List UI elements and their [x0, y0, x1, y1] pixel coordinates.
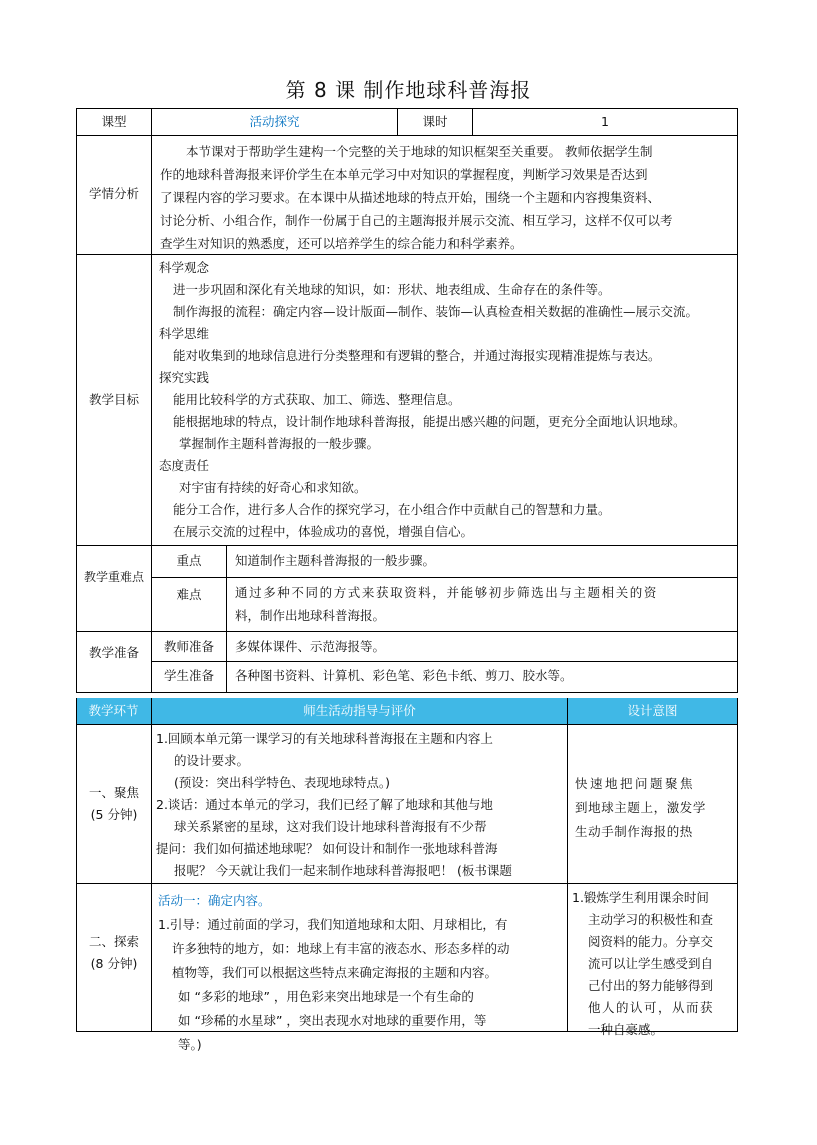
- stage1-line: 的设计要求。: [174, 753, 250, 768]
- analysis-line: 查学生对知识的熟悉度，还可以培养学生的综合能力和科学素养。: [160, 236, 523, 251]
- student-prep-label: 学生准备: [163, 668, 214, 683]
- stage2-activities: [158, 889, 564, 1052]
- objective-heading: 科学观念: [159, 260, 210, 275]
- stage1-duration: (5 分钟): [90, 807, 138, 822]
- hours-label: 课时: [422, 114, 448, 129]
- stage2-line: 植物等，我们可以根据这些特点来确定海报的主题和内容。: [172, 965, 498, 980]
- key-point-text: 知道制作主题科普海报的一般步骤。: [235, 553, 436, 568]
- analysis-label: 学情分析: [88, 186, 139, 201]
- stage1-line: 提问：我们如何描述地球呢？ 如何设计和制作一张地球科普海: [156, 841, 498, 856]
- stage2-line: 许多独特的地方，如：地球上有丰富的液态水、形态多样的动: [172, 941, 510, 956]
- analysis-line: 本节课对于帮助学生建构一个完整的关于地球的知识框架至关重要。 教师依据学生制: [186, 144, 653, 159]
- row-divider: [76, 545, 738, 546]
- process-border-left: [76, 698, 77, 1032]
- row-divider: [151, 661, 738, 662]
- difficult-line: 料，制作出地球科普海报。: [235, 608, 386, 623]
- difficult-point-label: 难点: [176, 587, 202, 602]
- analysis-text: [160, 140, 732, 255]
- hours-value: 1: [601, 114, 609, 129]
- difficult-point-text: [235, 581, 733, 627]
- row-divider: [151, 577, 738, 578]
- stage2-intent-line: 1.锻炼学生利用课余时间: [572, 890, 709, 905]
- process-header-intent: 设计意图: [568, 698, 737, 724]
- stage2-intent-line: 一种自豪感。: [588, 1022, 664, 1037]
- preparation-label: 教学准备: [88, 645, 139, 660]
- stage2-intent-line: 阅资料的能力。分享交: [588, 934, 714, 949]
- stage1-title: 一、聚焦: [88, 785, 139, 800]
- stage1-intent-line: 生动手制作海报的热: [575, 824, 693, 839]
- objective-item: 能用比较科学的方式获取、加工、筛选、整理信息。: [173, 392, 461, 407]
- stage1-line: 报呢？ 今天就让我们一起来制作地球科普海报吧！ (板书课题: [174, 863, 512, 878]
- objective-heading: 科学思维: [159, 326, 210, 341]
- stage1-activities: [156, 728, 564, 882]
- table-border-right: [737, 108, 738, 693]
- stage2-line: 1.引导：通过前面的学习，我们知道地球和太阳、月球相比，有: [158, 917, 508, 932]
- stage1-line: 球关系紧密的星球，这对我们设计地球科普海报有不少帮: [174, 819, 487, 834]
- key-point-label: 重点: [176, 553, 202, 568]
- student-prep-text: 各种图书资料、计算机、彩色笔、彩色卡纸、剪刀、胶水等。: [235, 668, 573, 683]
- process-col-divider: [567, 698, 568, 1032]
- stage2-intent-line: 流可以让学生感受到自: [588, 956, 714, 971]
- stage2-line: 等。): [178, 1037, 202, 1052]
- type-value: 活动探究: [249, 114, 300, 129]
- table-border-top: [76, 108, 738, 109]
- process-col-divider: [151, 698, 152, 1032]
- stage2-line: 如 “珍稀的水星球” ，突出表现水对地球的重要作用，等: [178, 1013, 487, 1028]
- stage1-label: [77, 782, 151, 826]
- row-divider: [76, 631, 738, 632]
- stage2-title: 二、探索: [88, 934, 139, 949]
- stage1-intent-line: 快速地把问题聚焦: [575, 776, 696, 791]
- page-title: 第 8 课 制作地球科普海报: [285, 78, 532, 102]
- table-border-bottom: [76, 692, 738, 693]
- teacher-prep-label: 教师准备: [163, 639, 214, 654]
- type-label: 课型: [101, 114, 127, 129]
- process-header-stage: 教学环节: [76, 698, 151, 724]
- objective-heading: 态度责任: [159, 458, 210, 473]
- stage1-line: (预设：突出科学特色、表现地球特点。): [174, 775, 391, 790]
- analysis-line: 了课程内容的学习要求。在本课中从描述地球的特点开始，围绕一个主题和内容搜集资料、: [160, 190, 661, 205]
- stage2-duration: (8 分钟): [90, 956, 138, 971]
- objective-item: 掌握制作主题科普海报的一般步骤。: [179, 436, 380, 451]
- objective-item: 制作海报的流程：确定内容—设计版面—制作、装饰—认真检查相关数据的准确性—展示交流。: [173, 304, 699, 319]
- process-border-right: [737, 698, 738, 1032]
- objectives-text: [159, 257, 733, 543]
- stage1-line: 1.回顾本单元第一课学习的有关地球科普海报在主题和内容上: [156, 731, 493, 746]
- stage2-line: 如 “多彩的地球” ，用色彩来突出地球是一个有生命的: [178, 989, 474, 1004]
- col-divider: [226, 545, 227, 693]
- difficult-line: 通过多种不同的方式来获取资料，并能够初步筛选出与主题相关的资: [235, 585, 659, 600]
- stage1-intent: [575, 772, 735, 844]
- stage1-intent-line: 到地球主题上，激发学: [575, 800, 707, 815]
- objective-heading: 探究实践: [159, 370, 210, 385]
- stage1-line: 2.谈话：通过本单元的学习，我们已经了解了地球和其他与地: [156, 797, 493, 812]
- objective-item: 在展示交流的过程中，体验成功的喜悦，增强自信心。: [173, 524, 474, 539]
- stage2-intent-line: 主动学习的积极性和查: [588, 912, 714, 927]
- teacher-prep-text: 多媒体课件、示范海报等。: [235, 639, 386, 654]
- activity-title: 活动一：确定内容。: [158, 893, 271, 908]
- objectives-label: 教学目标: [88, 392, 139, 407]
- stage2-intent-line: 他人的认可，从而获: [588, 1000, 715, 1015]
- objective-item: 能对收集到的地球信息进行分类整理和有逻辑的整合，并通过海报实现精准提炼与表达。: [173, 348, 661, 363]
- objective-item: 进一步巩固和深化有关地球的知识，如：形状、地表组成、生命存在的条件等。: [173, 282, 611, 297]
- analysis-line: 讨论分析、小组合作，制作一份属于自己的主题海报并展示交流、相互学习，这样不仅可以考: [160, 213, 673, 228]
- stage2-intent: [572, 887, 736, 1041]
- row-divider: [76, 135, 738, 136]
- objective-item: 对宇宙有持续的好奇心和求知欲。: [179, 480, 367, 495]
- process-row-divider: [76, 724, 738, 725]
- objective-item: 能分工合作，进行多人合作的探究学习，在小组合作中贡献自己的智慧和力量。: [173, 502, 611, 517]
- stage2-label: [77, 931, 151, 975]
- process-row-divider: [76, 883, 738, 884]
- analysis-line: 作的地球科普海报来评价学生在本单元学习中对知识的掌握程度，判断学习效果是否达到: [160, 167, 648, 182]
- stage2-intent-line: 己付出的努力能够得到: [588, 978, 714, 993]
- process-header-activity: 师生活动指导与评价: [152, 698, 567, 724]
- objective-item: 能根据地球的特点，设计制作地球科普海报，能提出感兴趣的问题，更充分全面地认识地球。: [173, 414, 686, 429]
- key-points-label: 教学重难点: [83, 570, 144, 584]
